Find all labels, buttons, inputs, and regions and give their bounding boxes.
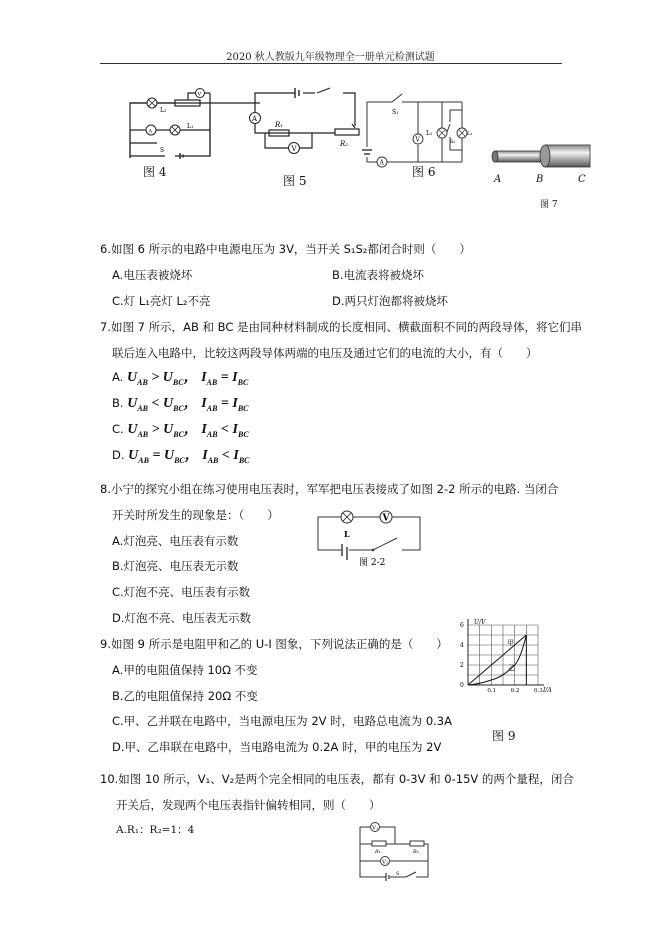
figure-6-circuit <box>362 92 473 167</box>
series-label-jia: 甲 <box>507 639 514 647</box>
math-sub: AB <box>137 403 148 413</box>
math-sub: AB <box>137 377 148 387</box>
question-7-option-d: D. $U_{AB} = U_{BC}$， $I_{AB} < I_{BC}$ <box>112 448 250 465</box>
page-header-title: 2020 秋人教版九年级物理全一册单元检测试题 <box>226 52 435 63</box>
question-10-stem-line1: 10.如图 10 所示，V₁、V₂是两个完全相同的电压表，都有 0-3V 和 0-15V 的两个量程，闭合 <box>100 772 574 786</box>
math-sub: AB <box>137 429 149 439</box>
x-tick-label: 0.1 <box>487 688 497 694</box>
fig7-label-c: C <box>578 174 586 185</box>
fig6-voltmeter-label: V <box>415 136 420 144</box>
question-6-option-d: D.两只灯泡都将被烧坏 <box>332 294 449 308</box>
figure-4-caption: 图 4 <box>143 165 167 179</box>
math-i: I <box>233 448 239 463</box>
chart-ylabel: U/V <box>474 619 486 626</box>
fig6-l1-label: L₁ <box>426 130 433 137</box>
question-9-option-d: D.甲、乙串联在电路中，当电路电流为 0.2A 时，甲的电压为 2V <box>112 740 442 754</box>
fig7-label-a: A <box>494 174 502 185</box>
question-7-option-a: A. $U_{AB} > U_{BC}$， $I_{AB} = I_{BC}$ <box>112 370 249 387</box>
option-letter: B. <box>112 396 124 410</box>
question-10-option-a: A.R₁：R₂=1：4 <box>116 824 195 836</box>
math-i: I <box>232 396 238 411</box>
math-u: U <box>126 370 138 385</box>
fig5-r1-label: R₁ <box>275 121 284 129</box>
fig4-voltmeter-label: V <box>197 91 202 98</box>
fig22-voltmeter-label: V <box>382 513 390 524</box>
math-sub: AB <box>206 403 218 413</box>
header-divider <box>100 63 562 64</box>
question-7-stem-line1: 7.如图 7 所示，AB 和 BC 是由同种材料制成的长度相同、横截面积不同的两段导体，将它们串 <box>100 320 583 334</box>
math-sub: AB <box>207 455 219 465</box>
fig4-switch-label: S <box>160 147 165 154</box>
math-u: U <box>162 370 173 385</box>
figure-9-chart <box>458 615 558 695</box>
fig4-ammeter-label: A <box>148 128 153 135</box>
question-6-option-a: A.电压表被烧坏 <box>112 268 193 282</box>
math-sub: AB <box>138 455 149 465</box>
question-8-stem-line1: 8.小宁的探究小组在练习使用电压表时，军军把电压表接成了如图 2-2 所示的电路. 当闭合 <box>100 482 559 496</box>
math-relation: = <box>220 370 229 385</box>
math-relation: = <box>220 396 229 411</box>
math-relation: < <box>221 448 230 463</box>
fig4-l1-label: L₁ <box>187 123 194 130</box>
chart-xlabel: I/A <box>543 687 552 694</box>
series-label-yi: 乙 <box>508 664 515 672</box>
fig5-voltmeter-label: V <box>291 145 297 153</box>
math-i: I <box>201 422 207 437</box>
chart-series <box>468 635 526 685</box>
question-9-stem: 9.如图 9 所示是电阻甲和乙的 U-I 图象，下列说法正确的是（ ） <box>100 637 448 651</box>
question-6-option-c: C.灯 L₁亮灯 L₂不亮 <box>112 294 211 308</box>
math-i: I <box>202 448 208 463</box>
fig5-ammeter-label: A <box>252 115 258 123</box>
y-tick-label: 4 <box>460 642 464 649</box>
question-10-stem-line2: 开关后，发现两个电压表指针偏转相同，则（ ） <box>116 798 381 812</box>
math-relation: < <box>151 396 160 411</box>
question-6-stem: 6.如图 6 所示的电路中电源电压为 3V，当开关 S₁S₂都闭合时则（ ） <box>100 242 471 256</box>
fig4-l2-label: L₂ <box>160 107 167 114</box>
math-sub: BC <box>237 429 249 439</box>
y-tick-label: 0 <box>460 682 464 689</box>
math-u: U <box>128 448 139 463</box>
math-u: U <box>162 396 174 411</box>
figure-6-caption: 图 6 <box>412 165 436 179</box>
question-9-option-c: C.甲、乙并联在电路中，当电源电压为 2V 时，电路总电流为 0.3A <box>112 714 452 728</box>
option-letter: D. <box>112 448 125 462</box>
fig10-r2-label: R₂ <box>413 849 419 855</box>
fig6-ammeter-label: A <box>379 159 384 167</box>
math-sub: AB <box>206 429 218 439</box>
option-letter: C. <box>112 422 124 436</box>
math-sub: BC <box>173 429 184 439</box>
math-u: U <box>127 422 138 437</box>
figure-5-circuit <box>245 88 360 168</box>
math-sub: BC <box>237 377 249 387</box>
figure-7-conductor <box>490 140 590 175</box>
fig10-switch-label: S <box>396 871 400 877</box>
math-sub: BC <box>172 377 184 387</box>
fig6-s2-label: S₂ <box>450 139 456 145</box>
math-relation: > <box>151 422 160 437</box>
fig10-v1-label: V₁ <box>372 825 379 832</box>
math-u: U <box>163 448 175 463</box>
figure-2-2-caption: 图 2-2 <box>359 558 386 568</box>
math-sub: BC <box>237 403 249 413</box>
question-6-option-b: B.电流表将被烧坏 <box>332 268 425 282</box>
y-tick-label: 6 <box>460 622 464 629</box>
question-9-option-b: B.乙的电阻值保持 20Ω 不变 <box>112 689 258 703</box>
fig7-label-b: B <box>536 174 544 185</box>
figure-5-caption: 图 5 <box>283 174 307 188</box>
figure-4-circuit <box>120 88 220 158</box>
figure-9-caption: 图 9 <box>492 729 516 743</box>
math-u: U <box>127 396 138 411</box>
math-i: I <box>201 370 207 385</box>
figure-10-circuit <box>358 820 433 880</box>
fig5-r2-label: R₂ <box>340 140 349 148</box>
x-tick-label: 0.2 <box>510 688 520 694</box>
math-sub: BC <box>173 403 184 413</box>
figure-7-caption: 图 7 <box>540 200 558 210</box>
question-7-stem-line2: 联后连入电路中，比较这两段导体两端的电压及通过它们的电流的大小，有（ ） <box>112 346 538 360</box>
math-i: I <box>232 422 238 437</box>
question-8-option-c: C.灯泡不亮、电压表有示数 <box>112 585 251 599</box>
question-8-option-a: A.灯泡亮、电压表有示数 <box>112 534 239 548</box>
math-relation: < <box>221 422 230 437</box>
fig10-r1-label: R₁ <box>375 849 381 855</box>
math-sub: BC <box>174 455 185 465</box>
question-9-option-a: A.甲的电阻值保持 10Ω 不变 <box>112 663 258 677</box>
fig6-s1-label: S₁ <box>392 109 399 116</box>
question-8-option-d: D.灯泡不亮、电压表无示数 <box>112 611 252 625</box>
math-sub: BC <box>238 455 250 465</box>
question-7-option-b: B. $U_{AB} < U_{BC}$， $I_{AB} = I_{BC}$ <box>112 396 249 413</box>
figure-2-2-circuit <box>315 510 425 570</box>
question-8-stem-line2: 开关时所发生的现象是：（ ） <box>112 508 279 522</box>
math-i: I <box>201 396 207 411</box>
question-8-option-b: B.灯泡亮、电压表无示数 <box>112 559 239 573</box>
math-relation: = <box>152 448 161 463</box>
y-tick-label: 2 <box>460 662 464 669</box>
math-i: I <box>232 370 238 385</box>
math-sub: AB <box>206 377 218 387</box>
question-7-option-c: C. $U_{AB} > U_{BC}$， $I_{AB} < I_{BC}$ <box>112 422 249 439</box>
math-relation: > <box>151 370 160 385</box>
x-tick-label: 0.3 <box>534 688 543 694</box>
fig6-l2-label: L₂ <box>467 131 473 137</box>
chart-ticks <box>460 622 543 694</box>
math-u: U <box>163 422 174 437</box>
fig10-v2-label: V₂ <box>382 859 389 866</box>
fig22-lamp-label: L <box>344 529 350 539</box>
option-letter: A. <box>112 370 124 384</box>
